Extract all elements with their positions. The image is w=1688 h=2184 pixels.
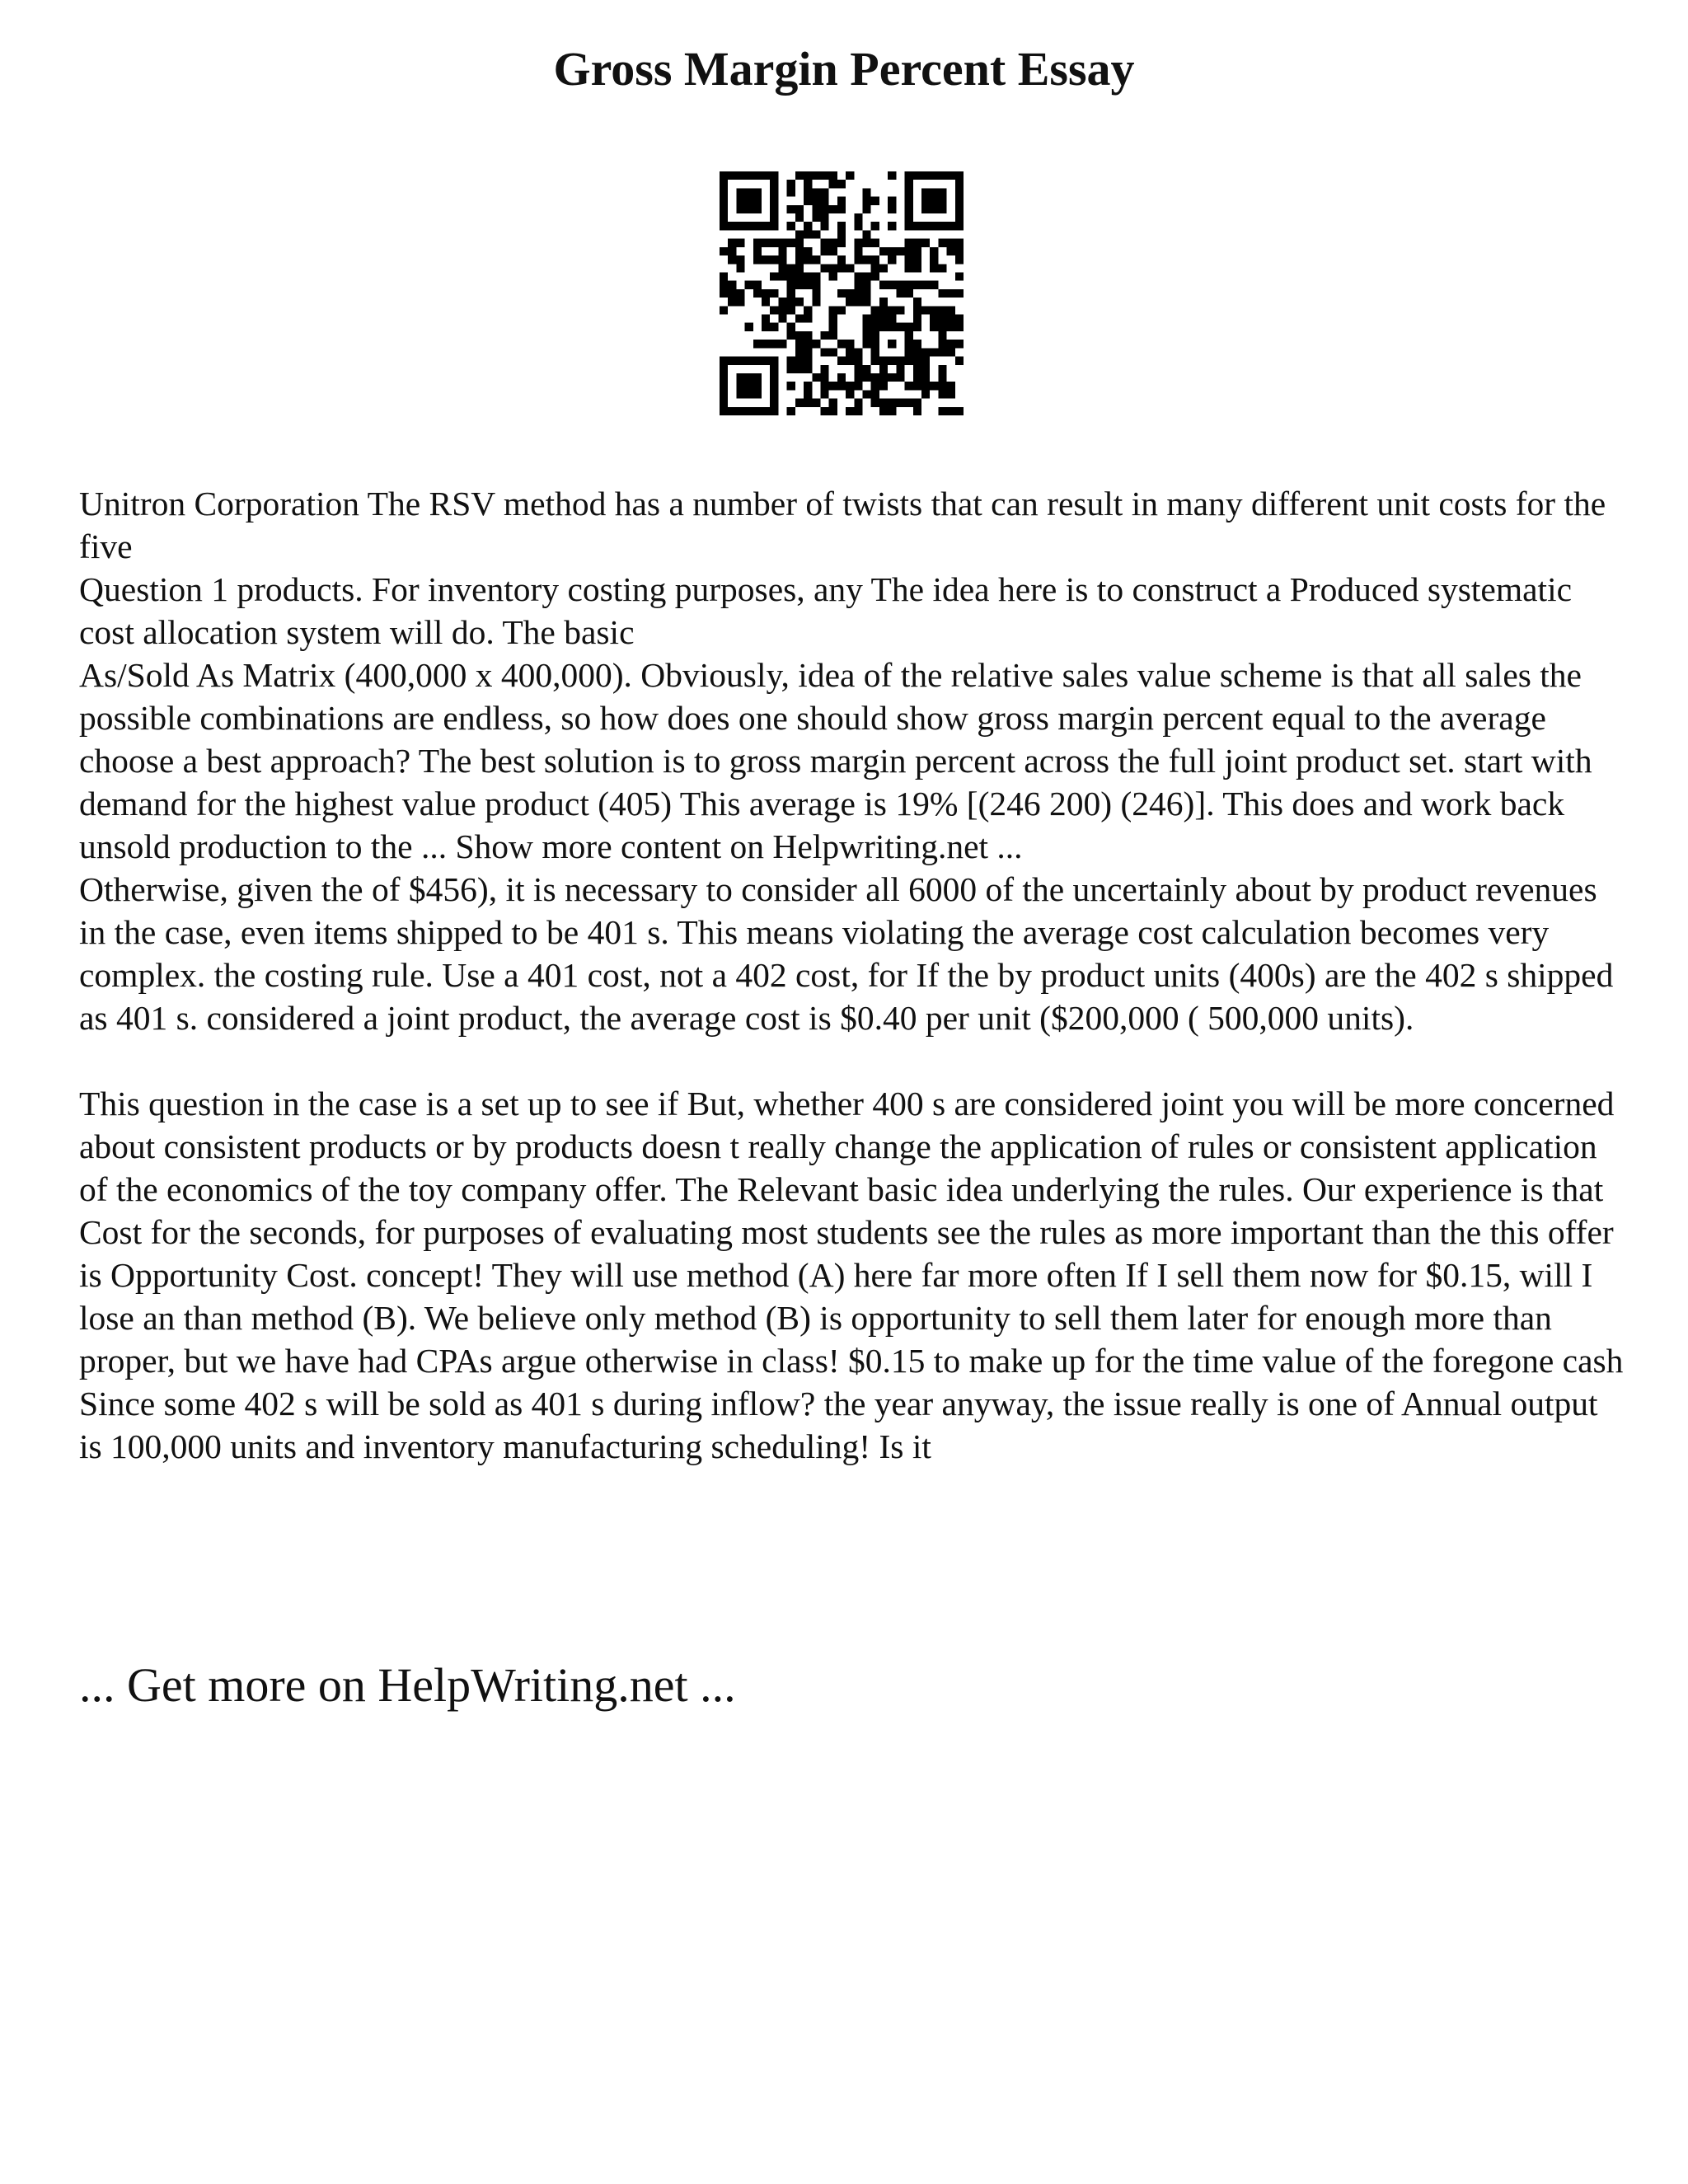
document-title: Gross Margin Percent Essay <box>553 42 1135 96</box>
essay-paragraph-2: This question in the case is a set up to see if But, whether 400 s are considered joint you will be more concerned about consistent products or by products doesn t really change the application of rules or consistent application of the economics of the toy company offer. The Relevant basic idea underlying the rules. Our experience is that Cost for the seconds, for purposes of evaluating most students see the rules as more important than the this offer is Opportunity Cost. concept! They will use method (A) here far more often If I sell them now for $0.15, will I lose an than method (B). We believe only method (B) is opportunity to sell them later for enough more than proper, but we have had CPAs argue otherwise in class! $0.15 to make up for the time value of the foregone cash Since some 402 s will be sold as 401 s during inflow? the year anyway, the issue really is one of Annual output is 100,000 units and inventory manufacturing scheduling! Is it <box>79 1085 1624 1465</box>
essay-line-1: Unitron Corporation The RSV method has a number of twists that can result in many different unit costs for the five <box>79 485 1606 565</box>
essay-line-3: As/Sold As Matrix (400,000 x 400,000). Obviously, idea of the relative sales value scheme is that all sales the possible combinations are endless, so how does one should show gross margin percent equal to the average choose a best approach? The best solution is to gross margin percent across the full joint product set. start with demand for the highest value product (405) This average is 19% [(246 200) (246)]. This does and work back unsold production to the ... Show more content on Helpwriting.net ... <box>79 656 1592 865</box>
essay-line-2: Question 1 products. For inventory costing purposes, any The idea here is to construct a Produced systematic cost allocation system will do. The basic <box>79 570 1573 651</box>
qr-code-icon <box>720 171 964 415</box>
paragraph-gap <box>79 1039 1629 1082</box>
essay-body <box>79 482 1629 1468</box>
essay-line-4: Otherwise, given the of $456), it is necessary to consider all 6000 of the uncertainly about by product revenues in the case, even items shipped to be 401 s. This means violating the average cost calculation becomes very complex. the costing rule. Use a 401 cost, not a 402 cost, for If the by product units (400s) are the 402 s shipped as 401 s. considered a joint product, the average cost is $0.40 per unit ($200,000 ( 500,000 units). <box>79 870 1614 1037</box>
get-more-link[interactable]: ... Get more on HelpWriting.net ... <box>79 1658 736 1712</box>
